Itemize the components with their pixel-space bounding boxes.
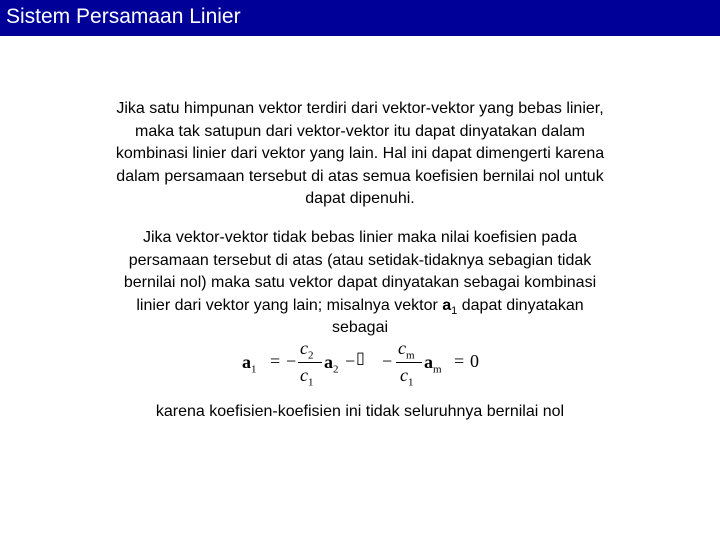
coefficient-symbol: c [400,365,408,385]
minus-sign: − [286,351,297,371]
paragraph-line: dalam persamaan tersebut di atas semua koefisien bernilai nol untuk [116,167,604,185]
equation-term [424,352,442,376]
fraction-denominator [400,365,414,389]
paragraph-line: bernilai nol) maka satu vektor dapat dinyatakan sebagai kombinasi [123,274,597,291]
paragraph-line [60,295,660,318]
coefficient-subscript: 2 [308,349,314,362]
vector-symbol: a [324,352,333,372]
paragraph-line: Jika satu himpunan vektor terdiri dari vektor-vektor yang bebas linier, [116,100,604,117]
coefficient-subscript: 1 [408,376,414,389]
vector-subscript: 2 [333,363,339,376]
equals-sign: = [454,351,465,371]
fraction-bar [298,362,322,363]
vector-symbol: a [442,296,452,314]
line-text: linier dari vektor yang lain; misalnya vektor [136,296,443,314]
vector-subscript: 1 [251,363,257,376]
fraction-numerator [300,338,314,362]
equation-zero: 0 [470,351,479,371]
coefficient-symbol: c [300,338,308,358]
fraction-numerator [398,338,415,362]
minus-sign: − [345,351,356,371]
coefficient-subscript: 1 [308,376,314,389]
line-text: dapat dinyatakan [457,296,584,314]
paragraph-note [60,401,660,424]
paragraph-line: kombinasi linier dari vektor yang lain. Hal ini dapat dimengerti karena [115,145,605,162]
paragraph-dependence [60,227,660,340]
vector-symbol: a [424,352,433,372]
equals-sign: = [270,351,281,371]
paragraph-line: Jika vektor-vektor tidak bebas linier maka nilai koefisien pada [143,229,577,246]
paragraph-independence [70,98,650,211]
missing-glyph: ▯ [356,350,365,367]
paragraph-line: sebagai [331,319,389,336]
slide-title: Sistem Persamaan Linier [6,5,241,28]
vector-symbol: a [242,352,251,372]
equation-term [242,352,257,376]
vector-subscript: 1 [451,304,458,317]
minus-sign: − [382,351,393,371]
paragraph-line: maka tak satupun dari vektor-vektor itu dapat dinyatakan dalam [134,122,586,140]
vector-subscript: m [433,363,442,376]
fraction-denominator [300,365,314,389]
paragraph-line: persamaan tersebut di atas (atau setidak-tidaknya sebagian tidak [128,251,592,269]
title-bar [0,0,720,36]
coefficient-symbol: c [300,365,308,385]
coefficient-subscript: m [406,349,415,362]
equation-term [324,352,339,376]
coefficient-symbol: c [398,338,406,358]
linear-combination-equation [238,340,498,390]
paragraph-line: dapat dipenuhi. [305,190,415,207]
fraction-bar [396,362,422,363]
paragraph-line: karena koefisien-koefisien ini tidak seluruhnya bernilai nol [155,403,565,420]
